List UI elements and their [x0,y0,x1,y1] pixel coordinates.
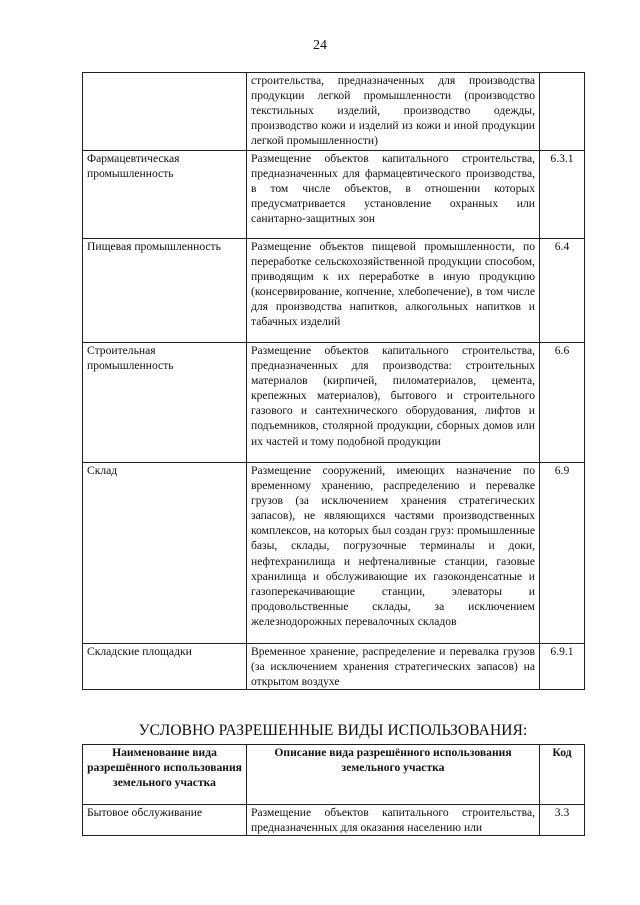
use-description-cell: строительства, предназначенных для производства продукции легкой промышленности (производство текстильных изделий, производство одежды, производство кожи и изделий из кожи и иной продукции легкой промышленности) [247,73,540,151]
use-name-cell: Склад [83,463,247,644]
column-header-description: Описание вида разрешённого использования земельного участка [247,745,540,805]
table-row [83,805,585,836]
table-header-row [83,745,585,805]
page-number: 24 [313,38,327,53]
table-row [83,644,585,690]
conditional-uses-table [82,744,585,836]
use-code-cell: 3.3 [540,805,585,836]
use-code-cell: 6.6 [540,343,585,463]
use-description-cell: Размещение сооружений, имеющих назначение по временному хранению, распределению и перевалке грузов (за исключением хранения стратегических запасов), не являющихся частями производственных комплексов, на которых был создан груз: промышленные базы, склады, погрузочные терминалы и доки, нефтехранилища и нефтеналивные станции, газовые хранилища и обслуживающие их газоконденсатные и газоперекачивающие станции, элеваторы и продовольственные склады, за исключением железнодорожных перевалочных складов [247,463,540,644]
use-name-cell: Фармацевтическая промышленность [83,151,247,239]
use-code-cell: 6.9 [540,463,585,644]
column-header-code: Код [540,745,585,805]
use-code-cell: 6.9.1 [540,644,585,690]
table-row [83,73,585,151]
use-description-cell: Размещение объектов капитального строительства, предназначенных для производства: строительных материалов (кирпичей, пиломатериалов, цемента, крепежных материалов), бытового и строительного газового и сантехнического оборудования, лифтов и подъемников, столярной продукции, сборных домов или их частей и тому подобной продукции [247,343,540,463]
table-row [83,463,585,644]
table-row [83,151,585,239]
use-description-cell: Размещение объектов пищевой промышленности, по переработке сельскохозяйственной продукции способом, приводящим к их переработке в иную продукцию (консервирование, копчение, хлебопечение), в том числе для производства напитков, алкогольных напитков и табачных изделий [247,239,540,343]
use-description-cell: Размещение объектов капитального строительства, предназначенных для оказания населению или [247,805,540,836]
use-code-cell [540,73,585,151]
use-name-cell: Бытовое обслуживание [83,805,247,836]
permitted-uses-table [82,72,585,690]
use-name-cell: Складские площадки [83,644,247,690]
use-name-cell [83,73,247,151]
section-title: УСЛОВНО РАЗРЕШЕННЫЕ ВИДЫ ИСПОЛЬЗОВАНИЯ: [138,722,528,739]
column-header-name: Наименование вида разрешённого использования земельного участка [83,745,247,805]
use-description-cell: Временное хранение, распределение и перевалка грузов (за исключением хранения стратегических запасов) на открытом воздухе [247,644,540,690]
use-name-cell: Строительная промышленность [83,343,247,463]
table-row [83,343,585,463]
use-name-cell: Пищевая промышленность [83,239,247,343]
use-code-cell: 6.4 [540,239,585,343]
table-row [83,239,585,343]
use-code-cell: 6.3.1 [540,151,585,239]
use-description-cell: Размещение объектов капитального строительства, предназначенных для фармацевтического производства, в том числе объектов, в отношении которых предусматривается установление охранных или санитарно-защитных зон [247,151,540,239]
